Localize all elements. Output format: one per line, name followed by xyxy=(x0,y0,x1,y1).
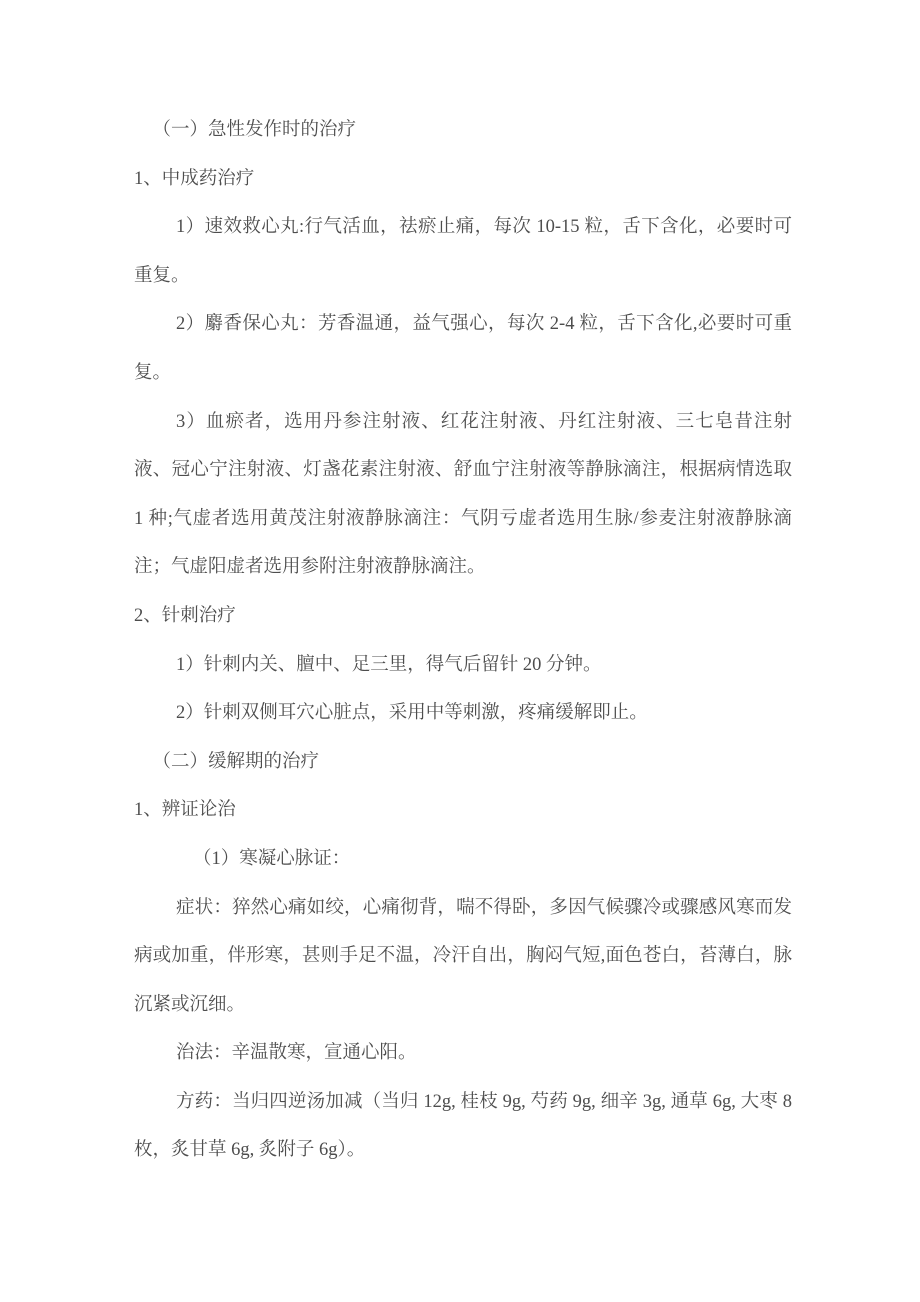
para-acupuncture-ear-points: 2）针刺双侧耳穴心脏点，采用中等刺激，疼痛缓解即止。 xyxy=(176,703,648,724)
para-shexiang-baoxin-wan: 2）麝香保心丸：芳香温通，益气强心，每次 2-4 粒，舌下含化,必要时可重复。 xyxy=(134,314,792,383)
heading-item-1-syndrome-differentiation: 1、辨证论治 xyxy=(134,800,236,821)
heading-section-2-remission-treatment: （二）缓解期的治疗 xyxy=(152,751,320,772)
subheading-cold-congealing-heart-vessel: （1）寒凝心脉证： xyxy=(193,848,351,869)
para-symptoms: 症状：猝然心痛如绞，心痛彻背，喘不得卧，多因气候骤冷或骤感风寒而发病或加重，伴形寒，甚则手足不温，冷汗自出，胸闷气短,面色苍白，苔薄白，脉沉紧或沉细。 xyxy=(134,897,792,1015)
heading-section-1-acute-treatment: （一）急性发作时的治疗 xyxy=(152,120,357,140)
para-suxiao-jiuxin-wan: 1）速效救心丸:行气活血，祛瘀止痛，每次 10-15 粒，舌下含化，必要时可重复。 xyxy=(134,217,792,286)
para-treatment-method: 治法：辛温散寒，宣通心阳。 xyxy=(176,1043,417,1064)
para-blood-stasis-injections: 3）血瘀者，选用丹参注射液、红花注射液、丹红注射液、三七皂昔注射液、冠心宁注射液、灯盏花素注射液、舒血宁注射液等静脉滴注，根据病情选取 1 种;气虚者选用黄茂注射液静脉滴注：气阴亏虚者选用生脉/参麦注射液静脉滴注；气虚阳虚者选用参附注射液静脉滴注。 xyxy=(134,411,792,578)
para-acupuncture-body-points: 1）针刺内关、膻中、足三里，得气后留针 20 分钟。 xyxy=(176,654,602,675)
para-prescription: 方药：当归四逆汤加减（当归 12g, 桂枝 9g, 芍药 9g, 细辛 3g, 通草 6g, 大枣 8 枚，炙甘草 6g, 炙附子 6g）。 xyxy=(134,1091,792,1161)
heading-item-1-patent-medicine: 1、中成药治疗 xyxy=(134,168,255,189)
heading-item-2-acupuncture: 2、针刺治疗 xyxy=(134,605,236,626)
